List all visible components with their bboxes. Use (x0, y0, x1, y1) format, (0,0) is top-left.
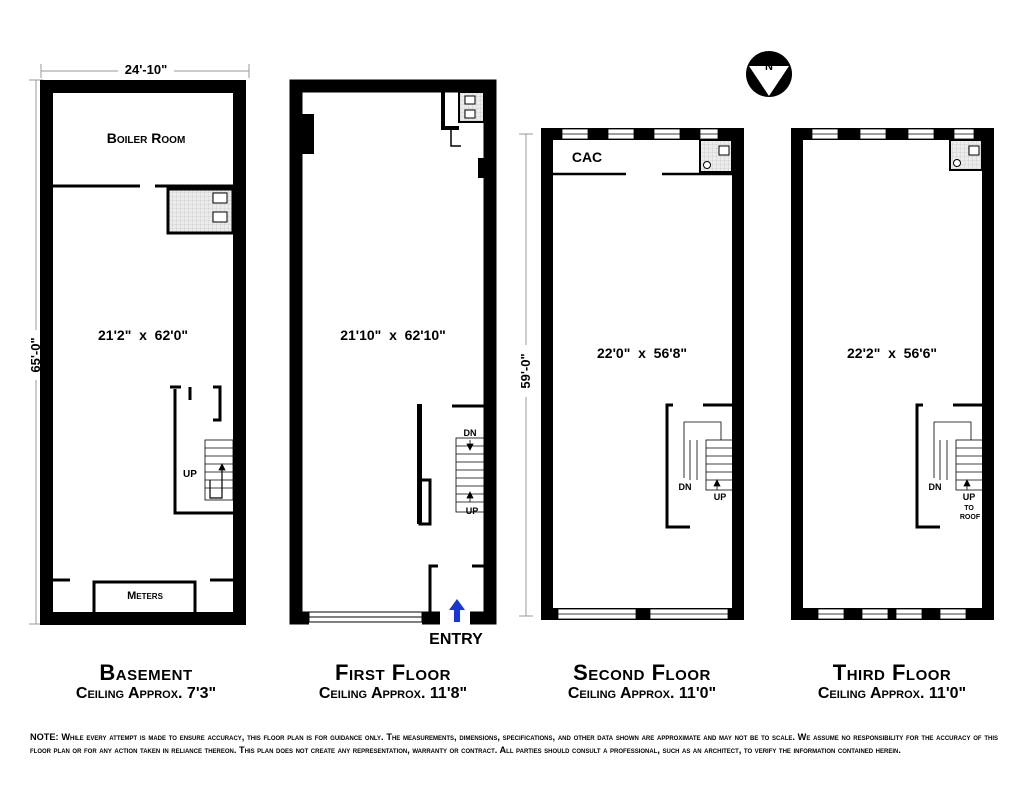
third-floor-room-size: 22'2" x 56'6" (847, 345, 937, 361)
basement-title-block (48, 661, 244, 703)
third-floor-title-block (782, 661, 1002, 703)
basement-stair (205, 440, 233, 500)
second-floor-stair-dn-label: DN (678, 482, 692, 492)
second-floor-title: Second Floor (573, 660, 711, 685)
basement-outer-wall (47, 87, 240, 619)
third-floor-outer-wall (797, 134, 988, 614)
third-floor-plan (797, 129, 988, 619)
third-floor-stair (934, 422, 983, 490)
first-floor-title-block (283, 661, 503, 703)
second-floor-cac-label: CAC (571, 149, 603, 165)
entry-arrow-icon (449, 599, 465, 622)
basement-title: Basement (99, 660, 193, 685)
basement-width-label: 24'-10" (124, 62, 168, 77)
second-floor-stair (684, 422, 733, 490)
second-floor-height-label: 59'-0" (518, 353, 533, 389)
second-floor-outer-wall (547, 134, 738, 614)
first-floor-ceiling-height: Ceiling Approx. 11'8" (318, 685, 468, 702)
north-compass-icon (746, 51, 792, 97)
compass-label: N (765, 61, 773, 73)
basement-room-size: 21'2" x 62'0" (98, 327, 188, 343)
basement-boiler-room-label: Boiler Room (106, 130, 186, 146)
basement-meters-label: Meters (127, 590, 163, 602)
first-floor-room-size: 21'10" x 62'10" (340, 327, 446, 343)
third-floor-stair-dn-label: DN (928, 482, 942, 492)
basement-height-label: 65'-0" (28, 337, 43, 373)
first-floor-outer-wall (296, 86, 490, 618)
third-floor-title: Third Floor (832, 660, 952, 685)
basement-ceiling-height: Ceiling Approx. 7'3" (75, 685, 217, 702)
basement-stair-up-label: UP (183, 469, 197, 480)
third-floor-ceiling-height: Ceiling Approx. 11'0" (817, 685, 967, 702)
second-floor-title-block (532, 661, 752, 703)
first-floor-stair (456, 438, 484, 512)
second-floor-ceiling-height: Ceiling Approx. 11'0" (567, 685, 717, 702)
first-floor-stair-up-label: UP (465, 506, 479, 516)
first-floor-entry-label: ENTRY (429, 631, 483, 648)
first-floor-plan (296, 86, 490, 648)
disclaimer-note: NOTE: While every attempt is made to ensure accuracy, this floor plan is for guidance only. The measurements, dimensions, specifications, and other data shown are approximate and may not be to scale. We assume no responsibility for the accuracy of this floor plan or for any action taken in reliance thereon. This plan does not create any representation, warranty or contract. All parties should consult a professional, such as an architect, to verify the information contained herein. (30, 732, 998, 755)
second-floor-room-size: 22'0" x 56'8" (597, 345, 687, 361)
third-floor-stair-up-label: UP (962, 492, 976, 502)
third-floor-stair-to-label: TO (964, 505, 974, 512)
first-floor-title: First Floor (335, 660, 451, 685)
second-floor-stair-up-label: UP (713, 492, 727, 502)
first-floor-stair-dn-label: DN (463, 428, 477, 438)
first-floor-storefront (309, 612, 422, 622)
second-floor-plan (518, 129, 738, 619)
third-floor-stair-roof-label: ROOF (959, 514, 981, 521)
basement-plan (28, 62, 249, 624)
